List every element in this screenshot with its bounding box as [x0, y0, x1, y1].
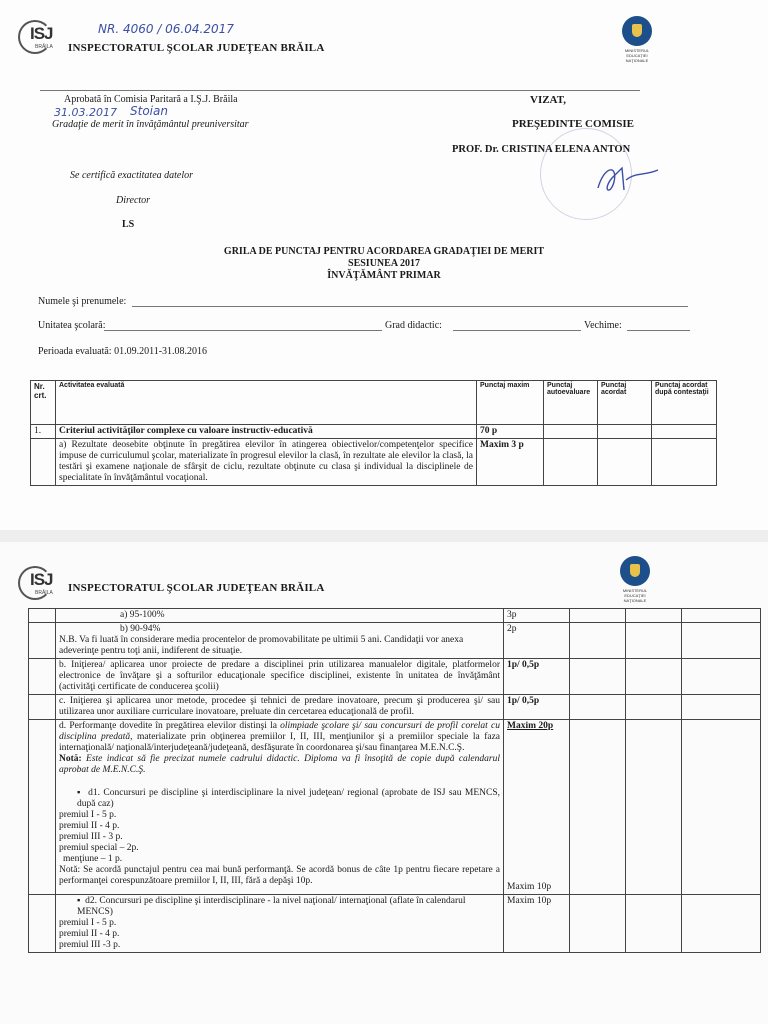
range-90-94-points: 2p	[504, 623, 570, 659]
table-row	[29, 623, 761, 659]
appeal-score-cell[interactable]	[652, 439, 717, 486]
item-b-points: 1p/ 0,5p	[504, 659, 570, 695]
vizat-label: VIZAT,	[530, 94, 566, 106]
document-page-2	[0, 542, 768, 1024]
coat-of-arms-icon	[620, 556, 650, 586]
registration-number: NR. 4060 / 06.04.2017	[98, 22, 234, 36]
isj-logo: ISJ BRĂILA	[18, 18, 62, 52]
d2-title: ▪ d2. Concursuri pe discipline şi interdisciplinare - la nivel naţional/ internaţional (aflate în calendarul MENCS)	[77, 896, 466, 917]
page-separator	[0, 530, 768, 542]
bullet-icon: ▪	[77, 788, 89, 798]
field-grade-line	[453, 330, 581, 331]
header-nr: Nr. crt.	[31, 381, 56, 425]
certification-text: Se certifică exactitatea datelor	[70, 170, 194, 181]
education-level: ÎNVĂŢĂMÂNT PRIMAR	[327, 270, 441, 281]
range-90-94: b) 90-94%	[120, 624, 161, 634]
item-a-points: Maxim 3 p	[477, 439, 544, 486]
range-95-100: a) 95-100%	[56, 609, 504, 623]
isj-logo: ISJ BRĂILA	[18, 564, 62, 598]
bullet-icon: ▪	[77, 896, 86, 906]
table-row	[29, 695, 761, 720]
field-name-label: Numele şi prenumele:	[38, 296, 127, 307]
table-row	[29, 720, 761, 895]
table-header-row	[31, 381, 717, 425]
table-row	[31, 425, 717, 439]
appeal-score-cell[interactable]	[652, 425, 717, 439]
item-d-points: Maxim 20p	[507, 721, 554, 731]
d2-points: Maxim 10p	[504, 895, 570, 953]
score-table	[30, 380, 717, 486]
header-activity: Activitatea evaluată	[56, 381, 477, 425]
field-grade-label: Grad didactic:	[385, 320, 442, 331]
inspectorate-title: INSPECTORATUL ŞCOLAR JUDEŢEAN BRĂILA	[68, 582, 325, 594]
item-b-text: b. Iniţierea/ aplicarea unor proiecte de predare a disciplinei prin utilizarea manualelor digitale, platformelor electronice de învăţare şi a softurilor educaţionale specifice disciplinei, existente în unitatea de învăţământ (activităţi certificate de conducerea şcolii)	[56, 659, 504, 695]
awarded-score-cell[interactable]	[598, 425, 652, 439]
president-signature	[588, 160, 668, 200]
field-seniority-label: Vechime:	[584, 320, 622, 331]
evaluation-period: Perioada evaluată: 01.09.2011-31.08.2016	[38, 346, 208, 357]
field-seniority-line	[627, 330, 690, 331]
director-label: Director	[116, 195, 151, 206]
header-divider	[40, 90, 640, 91]
item-c-points: 1p/ 0,5p	[504, 695, 570, 720]
criterion-points: 70 p	[477, 425, 544, 439]
score-table-continued	[28, 608, 761, 953]
commission-president-name: PROF. Dr. CRISTINA ELENA ANTON	[452, 144, 631, 155]
awarded-score-cell[interactable]	[598, 439, 652, 486]
header-self: Punctaj autoevaluare	[544, 381, 598, 425]
approval-date: 31.03.2017	[54, 106, 117, 119]
row-number: 1.	[31, 425, 56, 439]
nb-note: N.B. Va fi luată în considerare media procentelor de promovabilitate pe ultimii 5 ani. Candidaţii vor anexa adeverinţe pentru toţi anii, indiferent de situaţie.	[59, 635, 464, 656]
header-after-appeal: Punctaj acordat după contestaţii	[652, 381, 717, 425]
d1-note: Notă: Se acordă punctajul pentru cea mai bună performanţă. Se acordă bonus de câte 1p pentru fiecare repetare a performanţei corespunzătoare premiilor I, II, III, fără a depăşi 10p.	[59, 865, 500, 886]
field-school-line	[104, 330, 382, 331]
self-score-cell[interactable]	[544, 439, 598, 486]
table-row	[31, 439, 717, 486]
approval-text: Aprobată în Comisia Paritară a I.Ş.J. Brăila	[64, 94, 238, 105]
range-95-100-points: 3p	[504, 609, 570, 623]
approval-signature: Stoian	[130, 104, 168, 118]
field-name-line	[132, 306, 688, 307]
table-row	[29, 659, 761, 695]
coat-of-arms-icon	[622, 16, 652, 46]
header-awarded: Punctaj acordat	[598, 381, 652, 425]
ls-label: LS	[122, 219, 135, 230]
field-school-label: Unitatea şcolară:	[38, 320, 106, 331]
inspectorate-title: INSPECTORATUL ŞCOLAR JUDEŢEAN BRĂILA	[68, 42, 325, 54]
item-a-text: a) Rezultate deosebite obţinute în pregătirea elevilor în atingerea obiectivelor/competenţelor specifice impuse de curriculumul şcolar, materializate în progresul elevilor la clasă, în rezultate ale elevilor la clasă, la testări şi examene naţionale de sfârşit de ciclu, rezultate obţinute cu clasa şi individual la disciplinele de specialitate în învăţământul vocaţional.	[56, 439, 477, 486]
session-label: SESIUNEA 2017	[348, 258, 420, 269]
item-c-text: c. Iniţierea şi aplicarea unor metode, procedee şi tehnici de predare inovatoare, precum şi producerea şi/ sau utilizarea unor auxiliare curriculare inovatoare, preluate din cercetarea educaţională de profil.	[56, 695, 504, 720]
self-score-cell[interactable]	[544, 425, 598, 439]
approval-subtitle: Gradaţie de merit în învăţământul preuniversitar	[52, 119, 249, 130]
ministry-logo: MINISTERUL EDUCAŢIEI NAŢIONALE	[613, 556, 657, 603]
document-title: GRILA DE PUNCTAJ PENTRU ACORDAREA GRADAŢIEI DE MERIT	[223, 246, 545, 257]
d1-title: ▪ d1. Concursuri pe discipline şi interdisciplinare la nivel judeţean/ regional (aprobate de ISJ sau MENCS, după caz)	[77, 788, 500, 809]
ministry-logo: MINISTERUL EDUCAŢIEI NAŢIONALE	[615, 16, 659, 63]
item-d-text: d. Performanţe dovedite în pregătirea elevilor distinşi la olimpiade şcolare şi/ sau concursuri de profil corelat cu disciplina predată, materializate prin obţinerea premiilor I, II, III, menţiunilor şi a premiilor speciale la faza internaţională/ naţională/interjudeţeană/judeţeană, desfăşurate în coordonarea şi/sau finanţarea M.E.N.C.Ş. Notă: Este indicat să fie precizat numele cadrului didactic. Diploma va fi însoţită de copie după calendarul aprobat de M.E.N.C.Ş. ▪ d1. Concursuri pe discipline şi interdisciplinare la nivel judeţean/ regional (aprobate de ISJ sau MENCS, după caz) premiul I - 5 p. premiul II - 4 p. premiul III - 3 p. premiul special – 2p. menţiune – 1 p. Notă: Se acordă punctajul pentru cea mai bună performanţă. Se acordă bonus de câte 1p pentru fiecare repetare a performanţei corespunzătoare premiilor I, II, III, fără a depăşi 10p.	[56, 720, 504, 895]
table-row	[29, 609, 761, 623]
d1-points: Maxim 10p	[507, 882, 552, 892]
criterion-title: Criteriul activităţilor complexe cu valoare instructiv-educativă	[56, 425, 477, 439]
commission-president-label: PREŞEDINTE COMISIE	[512, 118, 634, 130]
table-row: ▪ d2. Concursuri pe discipline şi interdisciplinare - la nivel naţional/ internaţional (aflate în calendarul MENCS) premiul I - 5 p. premiul II - 4 p. premiul III -3 p. Maxim 10p	[29, 895, 761, 953]
header-max: Punctaj maxim	[477, 381, 544, 425]
